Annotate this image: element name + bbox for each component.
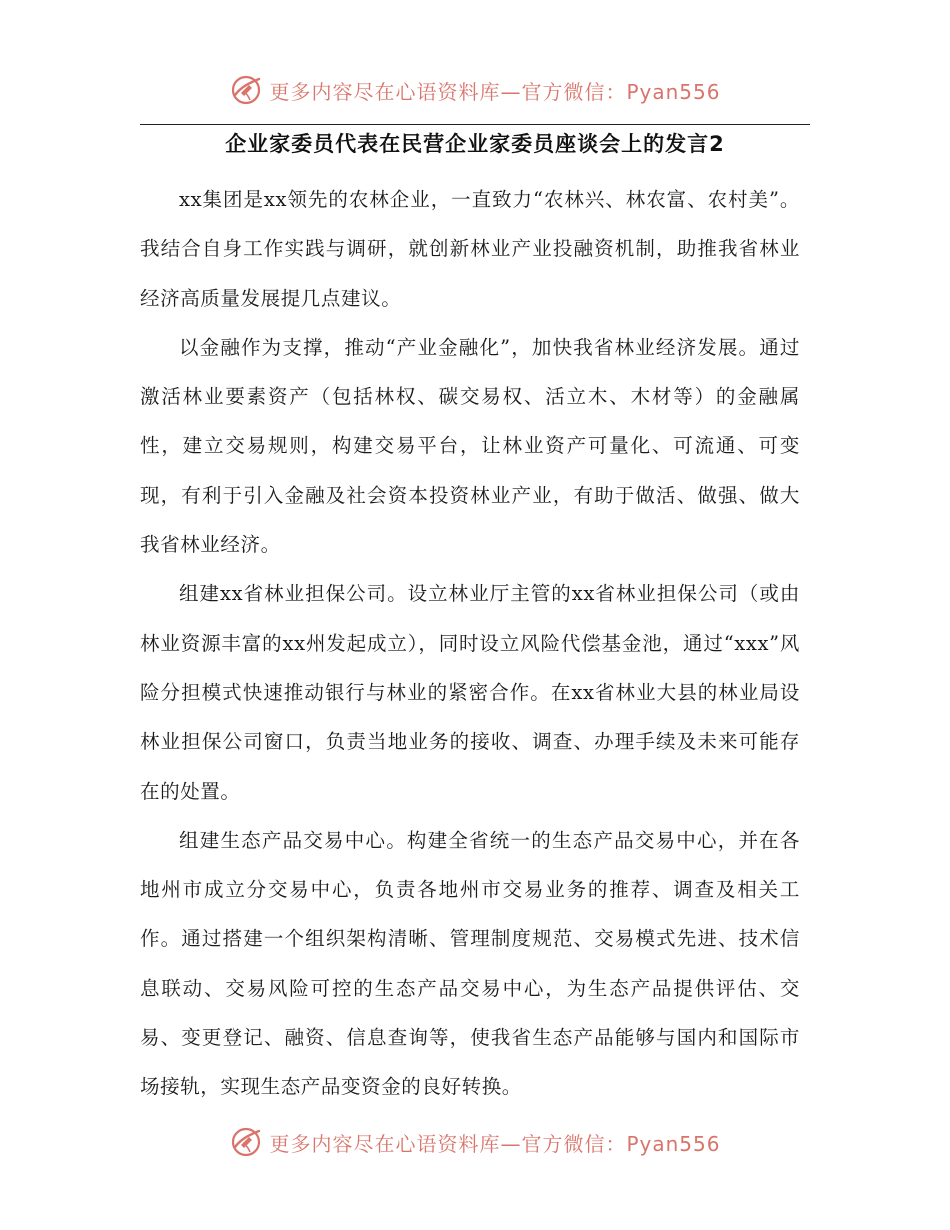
brand-logo-icon: [229, 1125, 263, 1159]
header-banner: [0, 70, 950, 110]
paragraph-2: 以金融作为支撑，推动“产业金融化”，加快我省林业经济发展。通过激活林业要素资产（包括林权、碳交易权、活立木、木材等）的金融属性，建立交易规则，构建交易平台，让林业资产可量化、可流通、可变现，有利于引入金融及社会资本投资林业产业，有助于做活、做强、做大我省林业经济。: [140, 335, 800, 557]
document-title: 企业家委员代表在民营企业家委员座谈会上的发言2: [225, 132, 725, 156]
footer-banner-text: 更多内容尽在心语资料库—官方微信：Pyan556: [269, 1131, 721, 1156]
document-body: [140, 175, 800, 1112]
paragraph-1: xx集团是xx领先的农林企业，一直致力“农林兴、林农富、农村美”。我结合自身工作实践与调研，就创新林业产业投融资机制，助推我省林业经济高质量发展提几点建议。: [140, 188, 800, 310]
header-banner-text: 更多内容尽在心语资料库—官方微信：Pyan556: [269, 79, 721, 104]
header-divider: [140, 124, 810, 125]
paragraph-4: 组建生态产品交易中心。构建全省统一的生态产品交易中心，并在各地州市成立分交易中心，负责各地州市交易业务的推荐、调查及相关工作。通过搭建一个组织架构清晰、管理制度规范、交易模式先进、技术信息联动、交易风险可控的生态产品交易中心，为生态产品提供评估、交易、变更登记、融资、信息查询等，使我省生态产品能够与国内和国际市场接轨，实现生态产品变资金的良好转换。: [140, 828, 800, 1099]
paragraph-3: 组建xx省林业担保公司。设立林业厅主管的xx省林业担保公司（或由林业资源丰富的xx州发起成立），同时设立风险代偿基金池，通过“xxx”风险分担模式快速推动银行与林业的紧密合作。在xx省林业大县的林业局设林业担保公司窗口，负责当地业务的接收、调查、办理手续及未来可能存在的处置。: [140, 582, 800, 803]
brand-logo-icon: [229, 73, 263, 107]
footer-banner: [0, 1122, 950, 1162]
